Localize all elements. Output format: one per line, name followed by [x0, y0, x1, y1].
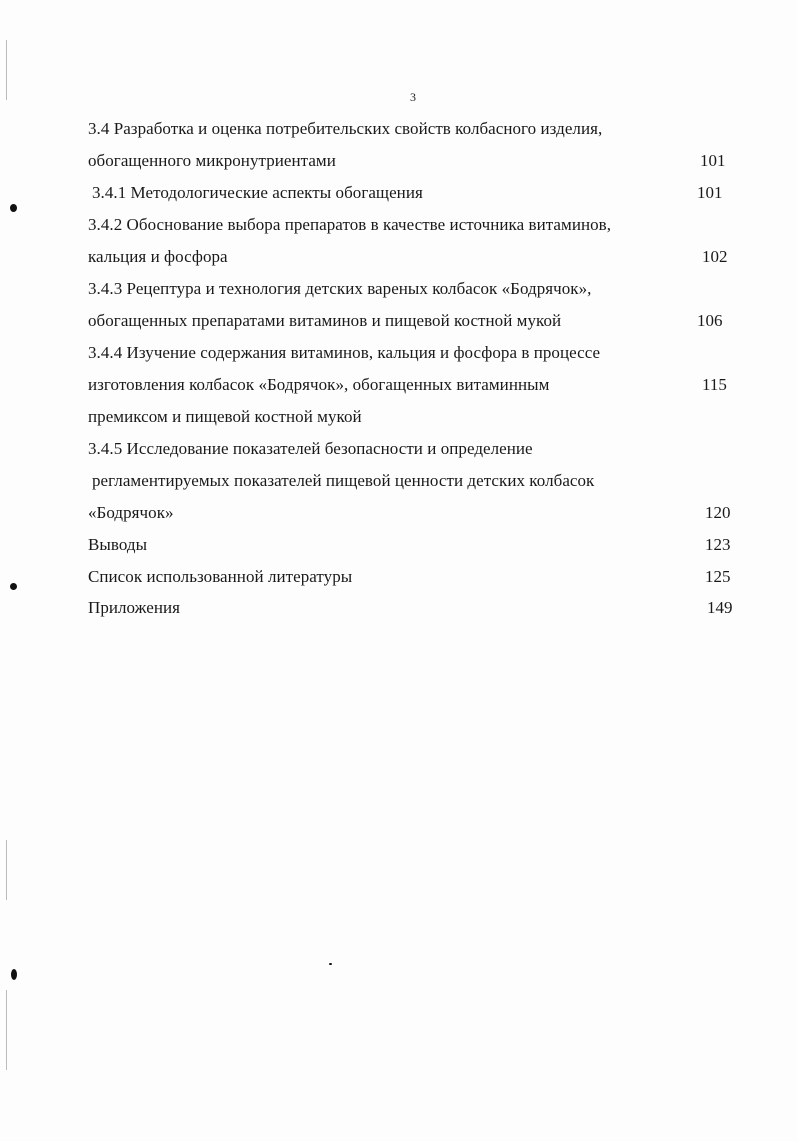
toc-entry-references-page: 125	[705, 567, 731, 586]
toc-entry-3-4-2-page: 102	[702, 247, 728, 266]
toc-entry-3-4-3-line-2: обогащенных препаратами витаминов и пищевой костной мукой	[88, 311, 562, 330]
toc-entry-3-4-page: 101	[700, 151, 726, 170]
toc-entry-3-4-3-line-1: 3.4.3 Рецептура и технология детских вареных колбасок «Бодрячок»,	[88, 279, 592, 298]
toc-entry-conclusions: Выводы	[88, 535, 148, 554]
toc-entry-references: Список использованной литературы	[88, 567, 353, 586]
toc-entry-3-4-5-line-3: «Бодрячок»	[88, 503, 174, 522]
toc-entry-3-4-4-page: 115	[702, 375, 727, 394]
toc-entry-3-4-line-2: обогащенного микронутриентами	[88, 151, 336, 170]
toc-entry-conclusions-page: 123	[705, 535, 731, 554]
page-number: 3	[410, 90, 416, 104]
toc-entry-appendices: Приложения	[88, 598, 181, 617]
scan-speck	[10, 204, 17, 212]
toc-entry-3-4-5-line-2: регламентируемых показателей пищевой ценности детских колбасок	[92, 471, 595, 490]
toc-entry-3-4-4-line-1: 3.4.4 Изучение содержания витаминов, кальция и фосфора в процессе	[88, 343, 601, 362]
toc-entry-appendices-page: 149	[707, 598, 733, 617]
scan-speck	[11, 969, 17, 980]
toc-entry-3-4-2-line-1: 3.4.2 Обоснование выбора препаратов в качестве источника витаминов,	[88, 215, 612, 234]
scan-edge-mark	[6, 40, 7, 100]
scan-speck	[329, 963, 332, 965]
toc-entry-3-4-5-page: 120	[705, 503, 731, 522]
scan-edge-mark	[6, 840, 7, 900]
scan-edge-mark	[6, 990, 7, 1070]
toc-entry-3-4-4-line-3: премиксом и пищевой костной мукой	[88, 407, 362, 426]
toc-entry-3-4-2-line-2: кальция и фосфора	[88, 247, 228, 266]
toc-entry-3-4-line-1: 3.4 Разработка и оценка потребительских свойств колбасного изделия,	[88, 119, 603, 138]
toc-entry-3-4-1-line-1: 3.4.1 Методологические аспекты обогащения	[92, 183, 423, 202]
scan-speck	[10, 583, 17, 590]
toc-entry-3-4-5-line-1: 3.4.5 Исследование показателей безопасности и определение	[88, 439, 533, 458]
toc-entry-3-4-4-line-2: изготовления колбасок «Бодрячок», обогащенных витаминным	[88, 375, 550, 394]
toc-entry-3-4-1-page: 101	[697, 183, 723, 202]
toc-entry-3-4-3-page: 106	[697, 311, 723, 330]
